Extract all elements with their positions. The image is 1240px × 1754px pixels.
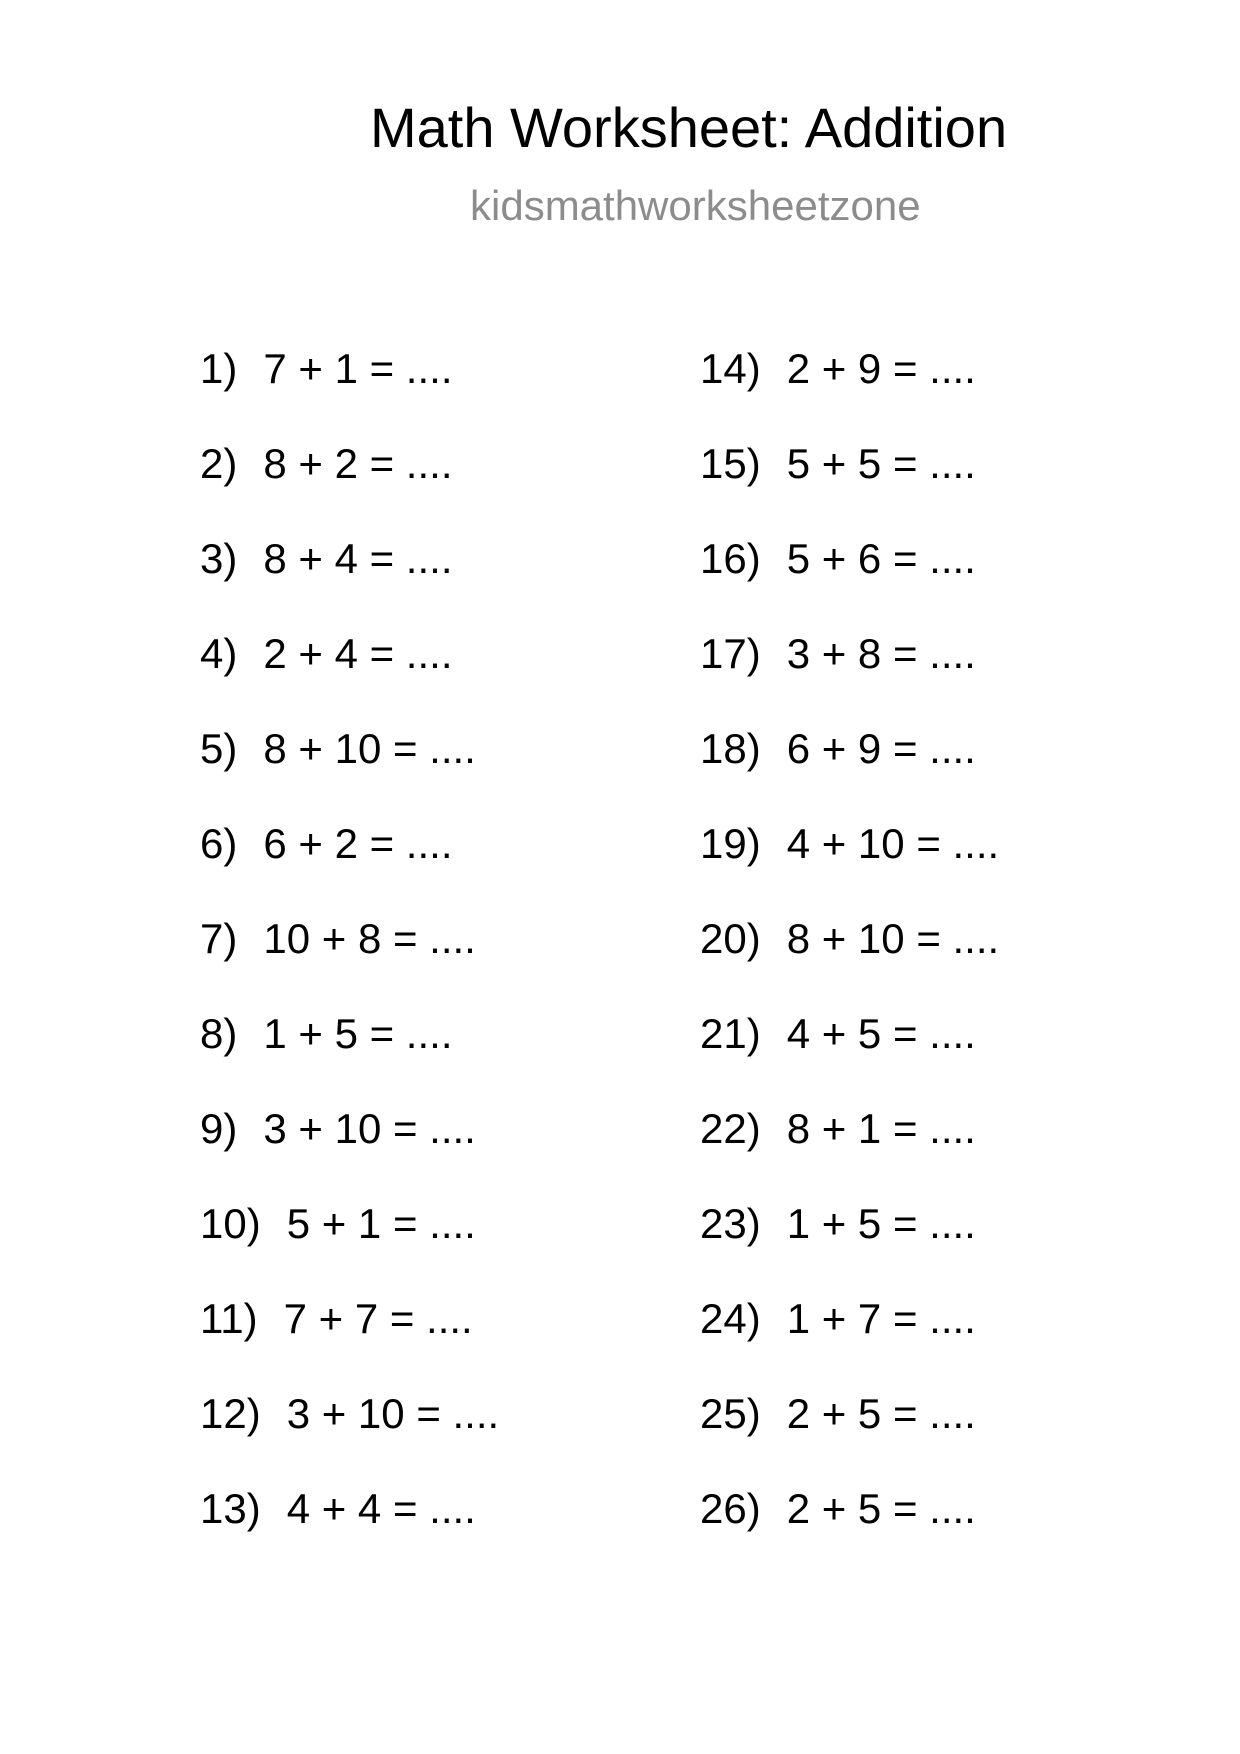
problem-number: 17) xyxy=(700,630,761,677)
problem-expression: 1 + 5 = .... xyxy=(263,1010,453,1057)
problem-number: 16) xyxy=(700,535,761,582)
page-subtitle: kidsmathworksheetzone xyxy=(470,182,921,229)
problem-expression: 3 + 10 = .... xyxy=(286,1390,500,1437)
problem-expression: 8 + 10 = .... xyxy=(263,725,476,772)
problem-item xyxy=(200,915,499,1010)
problem-number: 11) xyxy=(200,1295,258,1342)
problem-number: 24) xyxy=(700,1295,761,1342)
problem-expression: 7 + 7 = .... xyxy=(283,1295,473,1342)
problem-number: 9) xyxy=(200,1105,238,1152)
problem-expression: 2 + 5 = .... xyxy=(786,1485,976,1532)
problem-item xyxy=(700,1390,999,1485)
problem-column-left xyxy=(200,345,499,1580)
problem-item xyxy=(200,1295,499,1390)
problem-item xyxy=(200,1485,499,1580)
problem-number: 19) xyxy=(700,820,761,867)
problem-item xyxy=(200,725,499,820)
problem-expression: 5 + 5 = .... xyxy=(786,440,976,487)
problem-expression: 2 + 4 = .... xyxy=(263,630,453,677)
problem-item xyxy=(700,820,999,915)
problem-item xyxy=(200,820,499,915)
problem-item xyxy=(700,345,999,440)
problem-item xyxy=(200,1105,499,1200)
problem-item xyxy=(700,440,999,535)
problem-expression: 8 + 4 = .... xyxy=(263,535,453,582)
problem-number: 2) xyxy=(200,440,238,487)
problem-column-right xyxy=(700,345,999,1580)
problem-item xyxy=(700,535,999,630)
problem-item xyxy=(200,1200,499,1295)
problem-number: 6) xyxy=(200,820,238,867)
problem-expression: 4 + 4 = .... xyxy=(286,1485,476,1532)
problem-item xyxy=(700,1485,999,1580)
problem-number: 1) xyxy=(200,345,238,392)
problem-item xyxy=(700,1105,999,1200)
problem-expression: 3 + 8 = .... xyxy=(786,630,976,677)
problem-expression: 8 + 1 = .... xyxy=(786,1105,976,1152)
problem-number: 20) xyxy=(700,915,761,962)
problem-number: 3) xyxy=(200,535,238,582)
page-title: Math Worksheet: Addition xyxy=(370,96,1008,159)
problem-expression: 8 + 2 = .... xyxy=(263,440,453,487)
problem-item xyxy=(700,725,999,820)
problem-expression: 5 + 1 = .... xyxy=(286,1200,476,1247)
problem-number: 21) xyxy=(700,1010,761,1057)
problem-number: 13) xyxy=(200,1485,261,1532)
problem-expression: 4 + 5 = .... xyxy=(786,1010,976,1057)
problem-item xyxy=(700,630,999,725)
problem-item xyxy=(200,345,499,440)
problem-number: 5) xyxy=(200,725,238,772)
problem-number: 4) xyxy=(200,630,238,677)
problem-item xyxy=(700,1200,999,1295)
problem-item xyxy=(200,1390,499,1485)
problem-item xyxy=(200,1010,499,1105)
problem-item xyxy=(700,1295,999,1390)
problem-number: 23) xyxy=(700,1200,761,1247)
problem-number: 8) xyxy=(200,1010,238,1057)
problem-number: 14) xyxy=(700,345,761,392)
problem-expression: 5 + 6 = .... xyxy=(786,535,976,582)
problem-expression: 2 + 9 = .... xyxy=(786,345,976,392)
problem-number: 12) xyxy=(200,1390,261,1437)
problem-number: 26) xyxy=(700,1485,761,1532)
problem-expression: 10 + 8 = .... xyxy=(263,915,476,962)
problem-number: 10) xyxy=(200,1200,261,1247)
problem-number: 25) xyxy=(700,1390,761,1437)
problem-item xyxy=(200,630,499,725)
problem-expression: 4 + 10 = .... xyxy=(786,820,1000,867)
problem-expression: 6 + 9 = .... xyxy=(786,725,976,772)
problem-expression: 6 + 2 = .... xyxy=(263,820,453,867)
problem-expression: 7 + 1 = .... xyxy=(263,345,453,392)
problem-number: 22) xyxy=(700,1105,761,1152)
problem-number: 18) xyxy=(700,725,761,772)
problem-item xyxy=(700,1010,999,1105)
problem-expression: 2 + 5 = .... xyxy=(786,1390,976,1437)
problem-number: 7) xyxy=(200,915,238,962)
problem-expression: 8 + 10 = .... xyxy=(786,915,1000,962)
problem-expression: 1 + 7 = .... xyxy=(786,1295,976,1342)
problem-expression: 1 + 5 = .... xyxy=(786,1200,976,1247)
problem-item xyxy=(700,915,999,1010)
problem-number: 15) xyxy=(700,440,761,487)
problem-item xyxy=(200,535,499,630)
problem-expression: 3 + 10 = .... xyxy=(263,1105,476,1152)
problem-item xyxy=(200,440,499,535)
